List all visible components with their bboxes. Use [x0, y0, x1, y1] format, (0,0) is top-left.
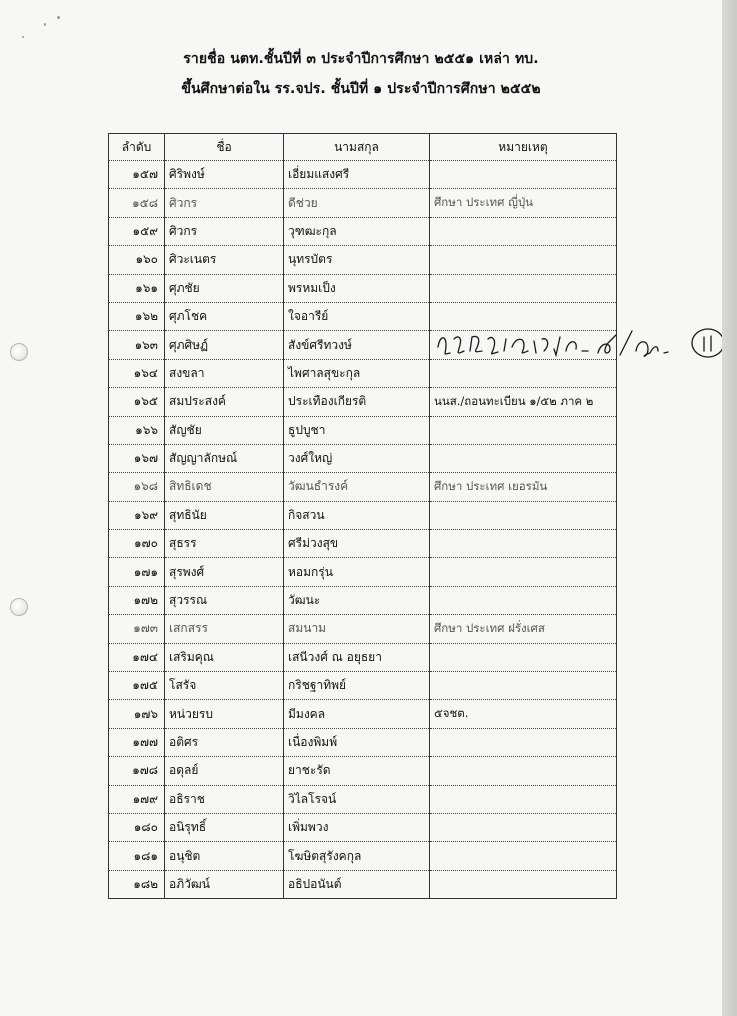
row-number: ๑๗๗	[109, 728, 165, 756]
row-number: ๑๖๓	[109, 331, 165, 359]
row-last-name: สมนาม	[284, 615, 430, 643]
table-row	[109, 870, 617, 898]
row-first-name: สุทธินัย	[165, 501, 284, 529]
row-number: ๑๖๘	[109, 473, 165, 501]
table-row	[109, 700, 617, 728]
row-first-name: สัญชัย	[165, 416, 284, 444]
row-remark: ศึกษา ประเทศ ฝรั่งเศส	[430, 615, 617, 643]
row-first-name: เสกสรร	[165, 615, 284, 643]
header-remark: หมายเหตุ	[430, 134, 617, 161]
table-row	[109, 388, 617, 416]
row-number: ๑๕๘	[109, 189, 165, 217]
row-remark	[430, 530, 617, 558]
row-first-name: อธิราช	[165, 785, 284, 813]
row-remark: ๕จชต.	[430, 700, 617, 728]
row-remark	[430, 501, 617, 529]
header-last-name: นามสกุล	[284, 134, 430, 161]
row-first-name: อนิรุทธิ์	[165, 813, 284, 841]
row-first-name: ศิวะเนตร	[165, 246, 284, 274]
row-first-name: สุวรรณ	[165, 586, 284, 614]
row-number: ๑๗๐	[109, 530, 165, 558]
table-row	[109, 416, 617, 444]
table-row	[109, 672, 617, 700]
row-remark	[430, 757, 617, 785]
header-first-name: ชื่อ	[165, 134, 284, 161]
row-last-name: โฆษิตสุรังคกุล	[284, 842, 430, 870]
row-remark	[430, 331, 617, 359]
table-row	[109, 444, 617, 472]
row-number: ๑๗๓	[109, 615, 165, 643]
row-remark	[430, 161, 617, 189]
row-number: ๑๖๙	[109, 501, 165, 529]
table-row	[109, 586, 617, 614]
table-row	[109, 757, 617, 785]
row-number: ๑๖๒	[109, 302, 165, 330]
row-first-name: ศุภโชค	[165, 302, 284, 330]
row-number: ๑๖๑	[109, 274, 165, 302]
table-row	[109, 530, 617, 558]
row-last-name: นุทรบัตร	[284, 246, 430, 274]
row-first-name: สงขลา	[165, 359, 284, 387]
row-last-name: กริชฐาทิพย์	[284, 672, 430, 700]
row-last-name: เนื่องพิมพ์	[284, 728, 430, 756]
row-remark: ศึกษา ประเทศ ญี่ปุ่น	[430, 189, 617, 217]
table-row	[109, 246, 617, 274]
table-row	[109, 728, 617, 756]
scanner-edge	[722, 0, 737, 1016]
row-first-name: อดุลย์	[165, 757, 284, 785]
row-last-name: ใจอารีย์	[284, 302, 430, 330]
row-first-name: สุรพงศ์	[165, 558, 284, 586]
row-last-name: ไพศาลสุขะกุล	[284, 359, 430, 387]
row-remark	[430, 246, 617, 274]
row-last-name: วัฒนะ	[284, 586, 430, 614]
row-last-name: กิจสวน	[284, 501, 430, 529]
row-first-name: ศุภศิษฏ์	[165, 331, 284, 359]
row-number: ๑๘๒	[109, 870, 165, 898]
row-number: ๑๗๑	[109, 558, 165, 586]
row-number: ๑๕๗	[109, 161, 165, 189]
row-first-name: หน่วยรบ	[165, 700, 284, 728]
row-number: ๑๕๙	[109, 217, 165, 245]
table-row	[109, 274, 617, 302]
row-last-name: ธูปบูชา	[284, 416, 430, 444]
table-row	[109, 501, 617, 529]
row-number: ๑๗๕	[109, 672, 165, 700]
row-remark	[430, 813, 617, 841]
row-remark	[430, 728, 617, 756]
row-last-name: วิไลโรจน์	[284, 785, 430, 813]
punch-hole	[10, 598, 28, 616]
row-remark	[430, 785, 617, 813]
row-last-name: เพิ่มพวง	[284, 813, 430, 841]
row-last-name: วงศ์ใหญ่	[284, 444, 430, 472]
row-number: ๑๖๔	[109, 359, 165, 387]
row-last-name: ศรีม่วงสุข	[284, 530, 430, 558]
row-remark	[430, 444, 617, 472]
row-number: ๑๗๒	[109, 586, 165, 614]
row-remark	[430, 274, 617, 302]
table-row	[109, 189, 617, 217]
punch-hole	[10, 343, 28, 361]
row-first-name: อภิวัฒน์	[165, 870, 284, 898]
row-remark	[430, 586, 617, 614]
row-remark: ศึกษา ประเทศ เยอรมัน	[430, 473, 617, 501]
row-first-name: ศุภชัย	[165, 274, 284, 302]
row-first-name: สุธรร	[165, 530, 284, 558]
row-number: ๑๖๖	[109, 416, 165, 444]
row-number: ๑๗๘	[109, 757, 165, 785]
row-number: ๑๗๖	[109, 700, 165, 728]
row-remark	[430, 842, 617, 870]
table-row	[109, 331, 617, 359]
row-remark	[430, 416, 617, 444]
row-last-name: หอมกรุ่น	[284, 558, 430, 586]
row-number: ๑๘๐	[109, 813, 165, 841]
row-last-name: ประเทืองเกียรติ	[284, 388, 430, 416]
row-remark	[430, 217, 617, 245]
table-row	[109, 643, 617, 671]
document-title: รายชื่อ นตท.ชั้นปีที่ ๓ ประจำปีการศึกษา ๒๕๕๑ เหล่า ทบ.	[183, 51, 539, 67]
row-first-name: ศิริพงษ์	[165, 161, 284, 189]
row-last-name: อธิปอนันต์	[284, 870, 430, 898]
row-last-name: วุฑฒะกุล	[284, 217, 430, 245]
table-row	[109, 217, 617, 245]
row-remark	[430, 558, 617, 586]
row-last-name: สังข์ศรีทวงษ์	[284, 331, 430, 359]
row-last-name: ดีช่วย	[284, 189, 430, 217]
table-header-row	[109, 134, 617, 161]
table-body	[109, 161, 617, 899]
row-remark	[430, 643, 617, 671]
row-first-name: โสรัจ	[165, 672, 284, 700]
row-first-name: ศิวกร	[165, 189, 284, 217]
header-order: ลำดับ	[109, 134, 165, 161]
row-number: ๑๖๗	[109, 444, 165, 472]
row-number: ๑๖๕	[109, 388, 165, 416]
table-row	[109, 473, 617, 501]
table-row	[109, 558, 617, 586]
table-row	[109, 615, 617, 643]
row-last-name: ยาชะรัด	[284, 757, 430, 785]
row-remark	[430, 870, 617, 898]
row-number: ๑๗๙	[109, 785, 165, 813]
student-roster-table	[108, 133, 617, 899]
row-last-name: เสนีวงศ์ ณ อยุธยา	[284, 643, 430, 671]
row-number: ๑๘๑	[109, 842, 165, 870]
row-last-name: พรหมเป็ง	[284, 274, 430, 302]
row-first-name: ศิวกร	[165, 217, 284, 245]
row-number: ๑๖๐	[109, 246, 165, 274]
row-last-name: วัฒนธำรงค์	[284, 473, 430, 501]
table-row	[109, 785, 617, 813]
table-row	[109, 813, 617, 841]
row-number: ๑๗๔	[109, 643, 165, 671]
row-first-name: อนุชิต	[165, 842, 284, 870]
row-first-name: สมประสงค์	[165, 388, 284, 416]
row-last-name: มีมงคล	[284, 700, 430, 728]
row-first-name: อติศร	[165, 728, 284, 756]
row-first-name: สัญญาลักษณ์	[165, 444, 284, 472]
handwritten-annotation	[432, 325, 732, 365]
row-last-name: เอี่ยมแสงศรี	[284, 161, 430, 189]
document-subtitle: ขึ้นศึกษาต่อใน รร.จปร. ชั้นปีที่ ๑ ประจำปีการศึกษา ๒๕๕๒	[181, 81, 541, 97]
table-row	[109, 842, 617, 870]
row-first-name: สิทธิเดช	[165, 473, 284, 501]
row-remark: นนส./ถอนทะเบียน ๑/๕๒ ภาค ๒	[430, 388, 617, 416]
row-remark	[430, 672, 617, 700]
row-first-name: เสริมคุณ	[165, 643, 284, 671]
table-row	[109, 161, 617, 189]
